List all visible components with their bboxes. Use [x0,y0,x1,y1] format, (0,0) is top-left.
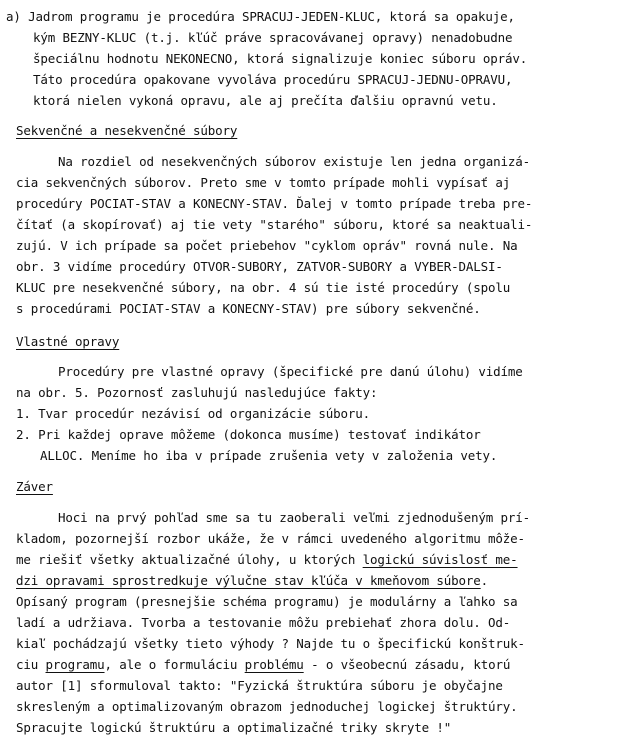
section1-line-3: procedúry POCIAT-STAV a KONECNY-STAV. Ďalej v tomto prípade treba pre- [16,196,533,211]
heading-sequential-files: Sekvenčné a nesekvenčné súbory [16,123,238,138]
section3-line-11: Spracujte logickú štruktúru a optimalizačné triky skryte !" [16,720,452,735]
section3-line-8-e: - o všeobecnú zásadu, ktorú [303,657,511,672]
underlined-phrase-end: dzi opravami sprostredkuje výlučne stav kľúča v kmeňovom súbore [16,573,481,588]
item-a-line-3: špeciálnu hodnotu NEKONECNO, ktorá signalizuje koniec súboru opráv. [33,51,528,66]
section3-line-8-c: , ale o formuláciu [104,657,245,672]
heading-own-corrections: Vlastné opravy [16,334,120,349]
item-a-line-2: kým BEZNY-KLUC (t.j. kľúč práve spracovávanej opravy) nenadobudne [33,30,513,45]
underlined-word-problem: problému [244,657,304,672]
item-a-line-4: Táto procedúra opakovane vyvoláva procedúru SPRACUJ-JEDNU-OPRAVU, [33,72,513,87]
section1-line-8: s procedúrami POCIAT-STAV a KONECNY-STAV) pre súbory sekvenčné. [16,301,481,316]
section3-line-8-a: ciu [16,657,46,672]
section1-line-7: KLUC pre nesekvenčné súbory, na obr. 4 sú tie isté procedúry (spolu [16,280,511,295]
section3-line-7: kiaľ pochádzajú všetky tieto výhody ? Najde tu o špecifickú konštruk- [16,636,525,651]
section3-line-10: skresleným a optimalizovaným obrazom jednoduchej logickej štruktúry. [16,699,518,714]
section1-line-1: Na rozdiel od nesekvenčných súborov existuje len jedna organizá- [58,154,531,169]
section2-list-item-2: 2. Pri každej oprave môžeme (dokonca musíme) testovať indikátor [16,427,481,442]
section3-line-5: Opísaný program (presnejšie schéma programu) je modulárny a ľahko sa [16,594,518,609]
section1-line-4: čítať (a skopírovať) aj tie vety "starého" súboru, ktoré sa neaktuali- [16,217,533,232]
item-a-line-5: ktorá nielen vykoná opravu, ale aj prečíta ďalšiu opravnú vetu. [33,93,498,108]
underlined-phrase-start: logickú súvislosť me- [362,552,518,567]
section2-line-1: Procedúry pre vlastné opravy (špecifické pre danú úlohu) vidíme [58,364,523,379]
section3-line-1: Hoci na prvý pohľad sme sa tu zaoberali veľmi zjednodušeným prí- [58,510,531,525]
section2-list-item-1: 1. Tvar procedúr nezávisí od organizácie súboru. [16,406,371,421]
section3-line-2: kladom, pozornejší rozbor ukáže, že v rámci uvedeného algoritmu môže- [16,531,525,546]
section2-line-2: na obr. 5. Pozornosť zasluhujú nasledujúce fakty: [16,385,378,400]
item-a-line-1: a) Jadrom programu je procedúra SPRACUJ-JEDEN-KLUC, ktorá sa opakuje, [6,9,515,24]
section1-line-6: obr. 3 vidíme procedúry OTVOR-SUBORY, ZATVOR-SUBORY a VYBER-DALSI- [16,259,503,274]
section3-line-3 [16,554,518,567]
heading-conclusion: Záver [16,479,53,494]
section3-line-3-text: me riešiť všetky aktualizačné úlohy, u ktorých [16,552,363,567]
section3-line-6: ladí a udržiava. Tvorba a testovanie môžu prebiehať zhora dolu. Od- [16,615,511,630]
section3-line-8 [16,659,510,672]
section3-line-9: autor [1] sformuloval takto: "Fyzická štruktúra súboru je obyčajne [16,678,503,693]
section3-line-4-period: . [480,573,489,588]
section3-line-4 [16,575,488,588]
underlined-word-program: programu [45,657,105,672]
section1-line-5: zujú. V ich prípade sa počet priebehov "cyklom opráv" rovná nule. Na [16,238,518,253]
section2-list-item-2-cont: ALLOC. Meníme ho iba v prípade zrušenia vety v založenia vety. [40,448,498,463]
section1-line-2: cia sekvenčných súborov. Preto sme v tomto prípade mohli vypísať aj [16,175,511,190]
